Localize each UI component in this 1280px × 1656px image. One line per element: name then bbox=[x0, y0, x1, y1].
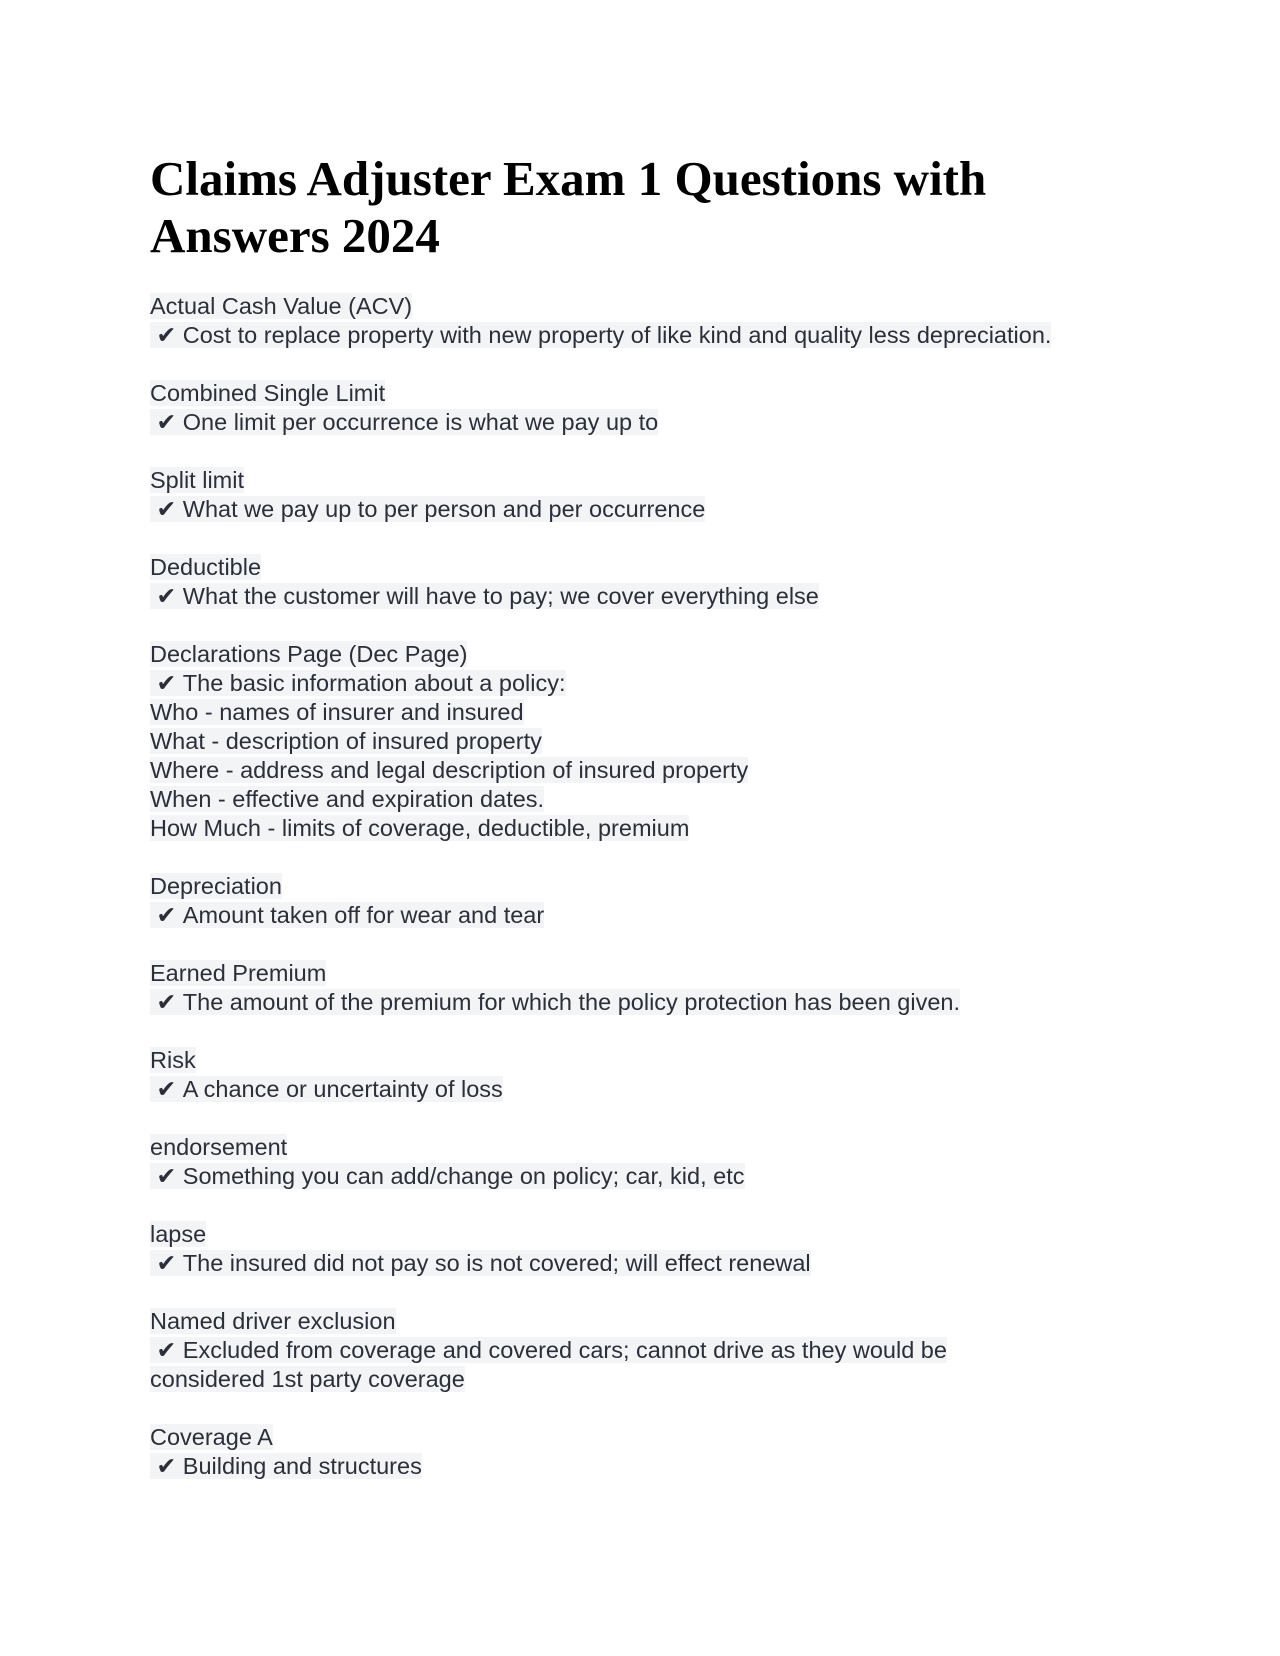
qa-item bbox=[150, 640, 1150, 843]
question-term-text: Deductible bbox=[150, 554, 262, 580]
question-term bbox=[150, 1307, 1150, 1336]
answer bbox=[150, 1452, 1150, 1481]
qa-item bbox=[150, 292, 1150, 350]
answer-line bbox=[150, 1337, 947, 1363]
question-term-text: Risk bbox=[150, 1047, 196, 1073]
answer-line bbox=[150, 409, 658, 435]
answer-detail-text: considered 1st party coverage bbox=[150, 1366, 465, 1392]
answer bbox=[150, 582, 1150, 611]
answer-line bbox=[150, 989, 960, 1015]
answer bbox=[150, 321, 1150, 350]
question-term bbox=[150, 1423, 1150, 1452]
answer bbox=[150, 1249, 1150, 1278]
question-term bbox=[150, 292, 1150, 321]
answer-text: The amount of the premium for which the policy protection has been given. bbox=[182, 989, 960, 1015]
question-term-text: Coverage A bbox=[150, 1424, 273, 1450]
qa-item bbox=[150, 1220, 1150, 1278]
answer-detail-text: What - description of insured property bbox=[150, 728, 542, 754]
answer-text: Amount taken off for wear and tear bbox=[182, 902, 545, 928]
checkmark-icon: ✔ bbox=[156, 1076, 177, 1102]
question-term bbox=[150, 379, 1150, 408]
checkmark-icon: ✔ bbox=[156, 322, 177, 348]
qa-item bbox=[150, 1423, 1150, 1481]
question-term-text: Depreciation bbox=[150, 873, 282, 899]
answer-detail-line bbox=[150, 1365, 1150, 1394]
answer-line bbox=[150, 583, 819, 609]
answer-line bbox=[150, 670, 566, 696]
answer-detail-text: Who - names of insurer and insured bbox=[150, 699, 524, 725]
question-term bbox=[150, 1133, 1150, 1162]
checkmark-icon: ✔ bbox=[156, 409, 177, 435]
answer-text: Excluded from coverage and covered cars; cannot drive as they would be bbox=[182, 1337, 947, 1363]
question-term bbox=[150, 466, 1150, 495]
question-term bbox=[150, 1220, 1150, 1249]
answer-detail-text: When - effective and expiration dates. bbox=[150, 786, 545, 812]
answer bbox=[150, 1075, 1150, 1104]
answer-text: What the customer will have to pay; we cover everything else bbox=[182, 583, 819, 609]
answer bbox=[150, 495, 1150, 524]
question-term bbox=[150, 959, 1150, 988]
answer-text: One limit per occurrence is what we pay up to bbox=[182, 409, 659, 435]
question-term bbox=[150, 640, 1150, 669]
answer-line bbox=[150, 902, 544, 928]
answer bbox=[150, 669, 1150, 698]
answer-text: Cost to replace property with new property of like kind and quality less depreciation. bbox=[182, 322, 1052, 348]
question-term-text: Actual Cash Value (ACV) bbox=[150, 293, 413, 319]
answer-detail-line bbox=[150, 698, 1150, 727]
qa-item bbox=[150, 872, 1150, 930]
answer bbox=[150, 1336, 1150, 1365]
answer-text: The insured did not pay so is not covered; will effect renewal bbox=[182, 1250, 811, 1276]
qa-item bbox=[150, 466, 1150, 524]
question-term-text: Combined Single Limit bbox=[150, 380, 386, 406]
answer-detail-line bbox=[150, 756, 1150, 785]
answer-text: A chance or uncertainty of loss bbox=[182, 1076, 503, 1102]
answer bbox=[150, 1162, 1150, 1191]
question-term-text: endorsement bbox=[150, 1134, 288, 1160]
checkmark-icon: ✔ bbox=[156, 902, 177, 928]
checkmark-icon: ✔ bbox=[156, 670, 177, 696]
answer-line bbox=[150, 322, 1051, 348]
checkmark-icon: ✔ bbox=[156, 496, 177, 522]
checkmark-icon: ✔ bbox=[156, 583, 177, 609]
answer-detail-line bbox=[150, 785, 1150, 814]
answer-line bbox=[150, 1163, 745, 1189]
answer-text: The basic information about a policy: bbox=[182, 670, 566, 696]
answer-line bbox=[150, 1453, 422, 1479]
qa-item bbox=[150, 1307, 1150, 1394]
answer-text: What we pay up to per person and per occurrence bbox=[182, 496, 706, 522]
question-term bbox=[150, 872, 1150, 901]
qa-list bbox=[150, 292, 1150, 1481]
answer-text: Something you can add/change on policy; car, kid, etc bbox=[182, 1163, 745, 1189]
answer bbox=[150, 901, 1150, 930]
qa-item bbox=[150, 379, 1150, 437]
qa-item bbox=[150, 1133, 1150, 1191]
answer bbox=[150, 408, 1150, 437]
qa-item bbox=[150, 1046, 1150, 1104]
answer-line bbox=[150, 1076, 503, 1102]
qa-item bbox=[150, 959, 1150, 1017]
checkmark-icon: ✔ bbox=[156, 1163, 177, 1189]
question-term-text: Earned Premium bbox=[150, 960, 327, 986]
question-term bbox=[150, 553, 1150, 582]
checkmark-icon: ✔ bbox=[156, 1250, 177, 1276]
question-term-text: Split limit bbox=[150, 467, 245, 493]
answer-detail-text: Where - address and legal description of insured property bbox=[150, 757, 749, 783]
answer bbox=[150, 988, 1150, 1017]
checkmark-icon: ✔ bbox=[156, 1337, 177, 1363]
question-term bbox=[150, 1046, 1150, 1075]
answer-line bbox=[150, 496, 705, 522]
answer-text: Building and structures bbox=[182, 1453, 422, 1479]
question-term-text: Named driver exclusion bbox=[150, 1308, 396, 1334]
answer-detail-text: How Much - limits of coverage, deductible, premium bbox=[150, 815, 690, 841]
document-title: Claims Adjuster Exam 1 Questions with Answers 2024 bbox=[150, 151, 987, 263]
question-term-text: Declarations Page (Dec Page) bbox=[150, 641, 468, 667]
checkmark-icon: ✔ bbox=[156, 989, 177, 1015]
checkmark-icon: ✔ bbox=[156, 1453, 177, 1479]
answer-detail-line bbox=[150, 727, 1150, 756]
answer-detail-line bbox=[150, 814, 1150, 843]
answer-line bbox=[150, 1250, 811, 1276]
question-term-text: lapse bbox=[150, 1221, 207, 1247]
qa-item bbox=[150, 553, 1150, 611]
